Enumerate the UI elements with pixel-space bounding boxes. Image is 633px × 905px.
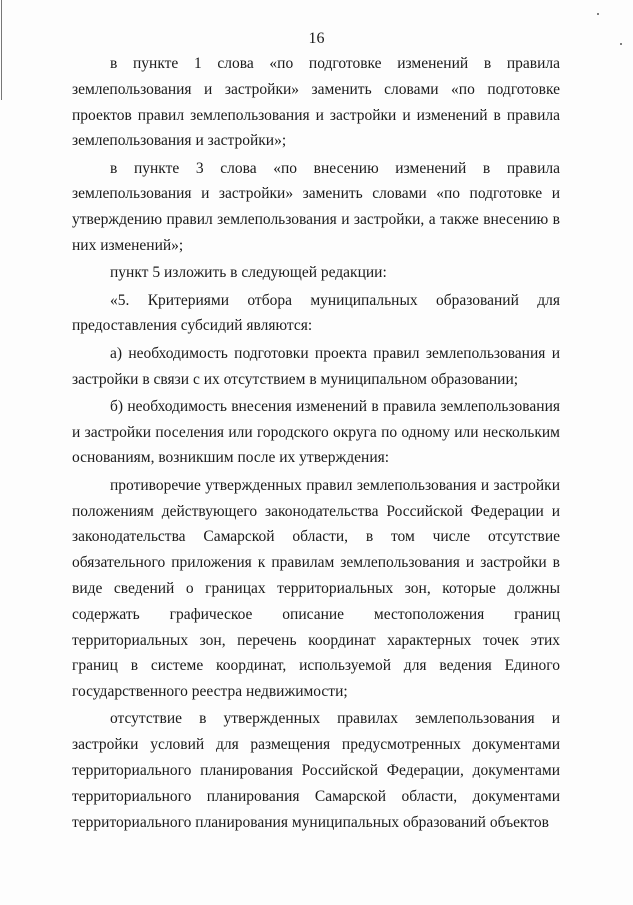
paragraph-contradiction: противоречие утвержденных правил землепользования и застройки положениям действующего законодательства Российской Федерации и законодательства Самарской области, в том числе отсутствие обязательного приложения к правилам землепользования и застройки в виде сведений о границах территориальных зон, которые должны содержать графическое описание местоположения границ территориальных зон, перечень координат характерных точек этих границ в системе координат, используемой для ведения Единого государственного реестра недвижимости; [72,476,560,701]
paragraph-criterion-b: б) необходимость внесения изменений в правила землепользования и застройки поселения или городского округа по одному или нескольким основаниям, возникшим после их утверждения: [72,397,560,467]
paragraph-item-1: в пункте 1 слова «по подготовке изменений в правила землепользования и застройки» заменить словами «по подготовке проектов правил землепользования и застройки и изменений в правила землепользования и застройки»; [72,55,560,150]
scan-edge-line [1,0,2,100]
paragraph-criterion-a: а) необходимость подготовки проекта правил землепользования и застройки в связи с их отсутствием в муниципальном образовании; [72,344,560,388]
paragraph-item-3: в пункте 3 слова «по внесению изменений в правила землепользования и застройки» заменить словами «по подготовке и утверждению правил землепользования и застройки, а также внесению в них изменений»; [72,159,560,255]
paragraph-item-5-intro: пункт 5 изложить в следующей редакции: [110,264,387,282]
page-number: 16 [308,30,325,47]
scan-speck [597,13,599,15]
paragraph-criteria-heading: «5. Критериями отбора муниципальных образований для предоставления субсидий являются: [72,291,560,335]
document-body [72,51,560,837]
paragraph-absence: отсутствие в утвержденных правилах землепользования и застройки условий для размещения предусмотренных документами территориального планирования Российской Федерации, документами территориального планирования Самарской области, документами территориального планирования муниципальных образований объектов [72,710,560,831]
